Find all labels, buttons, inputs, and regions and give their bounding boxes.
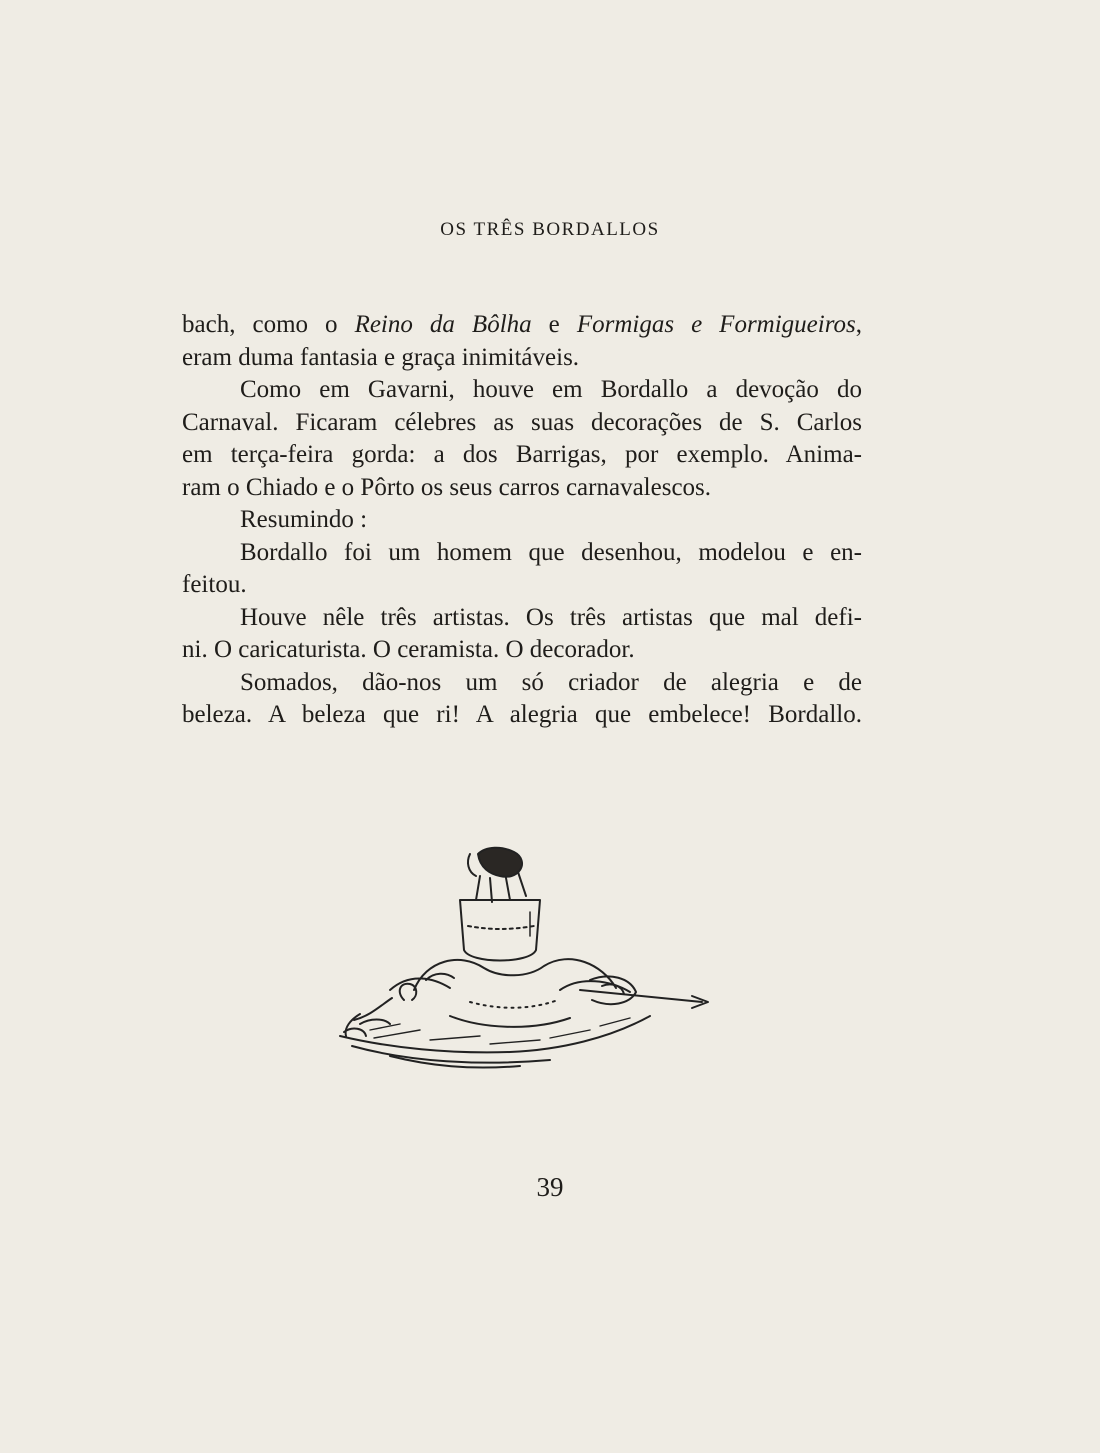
text-line: Houve nêle três artistas. Os três artistas que mal defi- (240, 603, 862, 631)
text-line: Bordallo foi um homem que desenhou, modelou e en- (240, 538, 862, 566)
body-text (182, 309, 862, 732)
text-line: eram duma fantasia e graça inimitáveis. (182, 343, 580, 371)
running-head: OS TRÊS BORDALLOS (440, 219, 660, 240)
text-line: Carnaval. Ficaram célebres as suas decorações de S. Carlos (182, 408, 862, 436)
text-line: Como em Gavarni, houve em Bordallo a devoção do (240, 376, 862, 403)
text-run: , (855, 311, 863, 338)
page-number: 39 (536, 1172, 564, 1202)
text-line (182, 309, 862, 342)
text-line: em terça-feira gorda: a dos Barrigas, por exemplo. Anima- (182, 441, 862, 468)
text-line: ni. O caricaturista. O ceramista. O decorador. (182, 636, 635, 663)
italic-title-reino-da-bolha: Reino da Bôlha (354, 311, 532, 338)
text-line: Somados, dão-nos um só criador de alegria e de (240, 668, 862, 696)
text-line: Resumindo : (240, 506, 368, 533)
text-line: feitou. (182, 571, 247, 598)
text-line: ram o Chiado e o Pôrto os seus carros carnavalescos. (182, 473, 712, 501)
text-run: e (531, 311, 577, 338)
italic-title-formigas: Formigas e Formigueiros (576, 311, 856, 338)
text-line: beleza. A beleza que ri! A alegria que embelece! Bordallo. (182, 701, 862, 728)
vignette-illustration (330, 840, 710, 1080)
text-run: bach, como o (182, 311, 355, 338)
